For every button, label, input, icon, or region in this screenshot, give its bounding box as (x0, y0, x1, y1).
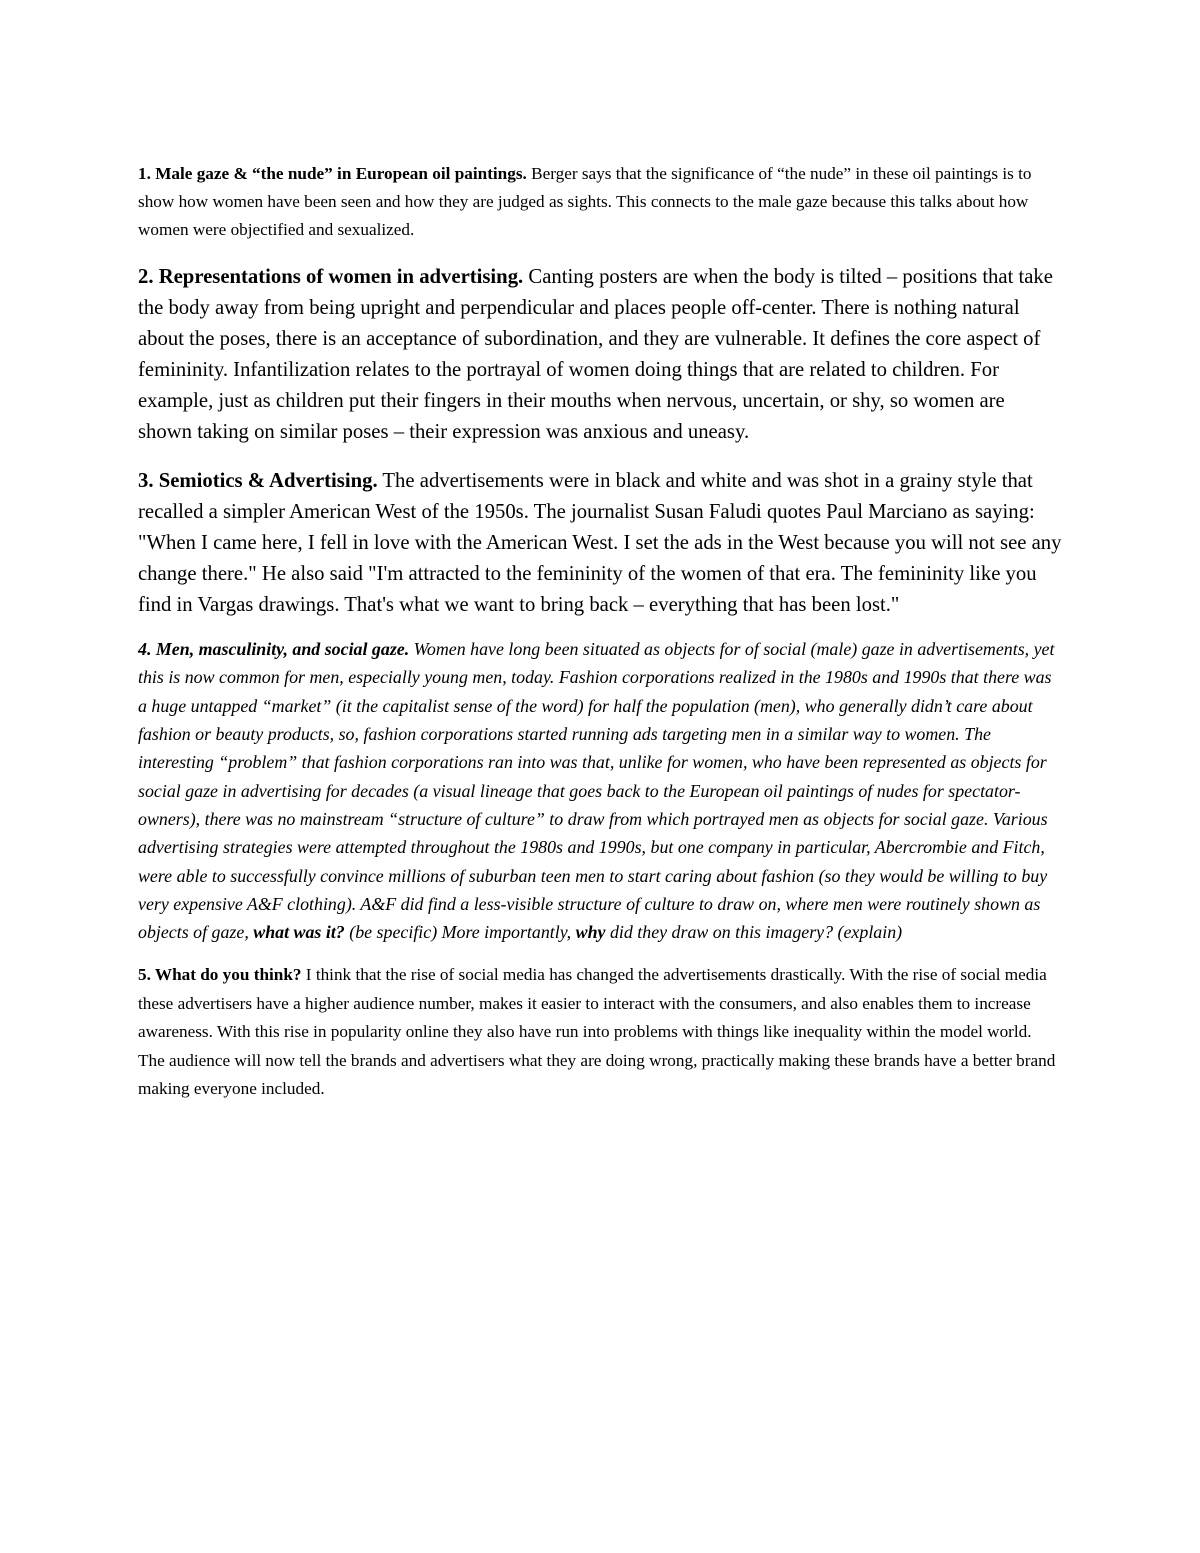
section-3-paragraph (138, 466, 1062, 621)
section-4-body-part1: Women have long been situated as objects for of social (male) gaze in advertisements, yet this is now common for men, especially young men, today. Fashion corporations realized in the 1980s and 1990s that there was a huge untapped “market” (it the capitalist sense of the word) for half the population (men), who generally didn’t care about fashion or beauty products, so, fashion corporations started running ads targeting men in a similar way to women. The interesting “problem” that fashion corporations ran into was that, unlike for women, who have been represented as objects for social gaze in advertising for decades (a visual lineage that goes back to the European oil paintings of nudes for spectator-owners), there was no mainstream “structure of culture” to draw from which portrayed men as objects for social gaze. Various advertising strategies were attempted throughout the 1980s and 1990s, but one company in particular, Abercrombie and Fitch, were able to successfully convince millions of suburban teen men to start caring about fashion (so they would be willing to buy very expensive A&F clothing). A&F did find a less-visible structure of culture to draw on, where men were routinely shown as objects of gaze, (138, 639, 1055, 943)
section-4-body-part2: (be specific) More importantly, (344, 922, 576, 943)
section-3-heading: 3. Semiotics & Advertising. (138, 470, 378, 493)
section-4-body-part3: did they draw on this imagery? (explain) (605, 922, 903, 943)
section-4-emphasis-what: what was it? (253, 922, 345, 943)
section-1-paragraph (138, 160, 1062, 245)
section-4-emphasis-why: why (575, 922, 606, 943)
section-5-paragraph (138, 961, 1062, 1103)
section-5-heading: 5. What do you think? (138, 965, 302, 985)
section-3-body: The advertisements were in black and white and was shot in a grainy style that recalled a simpler American West of the 1950s. The journalist Susan Faludi quotes Paul Marciano as saying: "When I came here, I fell in love with the American West. I set the ads in the West because you will not see any change there." He also said "I'm attracted to the femininity of the women of that era. The femininity like you find in Vargas drawings. That's what we want to bring back – everything that has been lost." (138, 470, 1062, 617)
section-4-paragraph (138, 635, 1062, 946)
section-1-body: Berger says that the significance of “the nude” in these oil paintings is to show how women have been seen and how they are judged as sights. This connects to the male gaze because this talks about how women were objectified and sexualized. (138, 164, 1032, 240)
document-page (138, 160, 1062, 1103)
section-5-body: I think that the rise of social media has changed the advertisements drastically. With the rise of social media these advertisers have a higher audience number, makes it easier to interact with the consumers, and also enables them to increase awareness. With this rise in popularity online they also have run into problems with things like inequality within the model world. The audience will now tell the brands and advertisers what they are doing wrong, practically making these brands have a better brand making everyone included. (138, 965, 1056, 1099)
section-2-heading: 2. Representations of women in advertising. (138, 265, 524, 288)
section-4-heading: 4. Men, masculinity, and social gaze. (138, 639, 410, 660)
section-2-paragraph (138, 262, 1062, 449)
section-2-body: Canting posters are when the body is tilted – positions that take the body away from being upright and perpendicular and places people off-center. There is nothing natural about the poses, there is an acceptance of subordination, and they are vulnerable. It defines the core aspect of femininity. Infantilization relates to the portrayal of women doing things that are related to children. For example, just as children put their fingers in their mouths when nervous, uncertain, or shy, so women are shown taking on similar poses – their expression was anxious and uneasy. (138, 265, 1053, 444)
section-1-heading: 1. Male gaze & “the nude” in European oil paintings. (138, 164, 527, 183)
